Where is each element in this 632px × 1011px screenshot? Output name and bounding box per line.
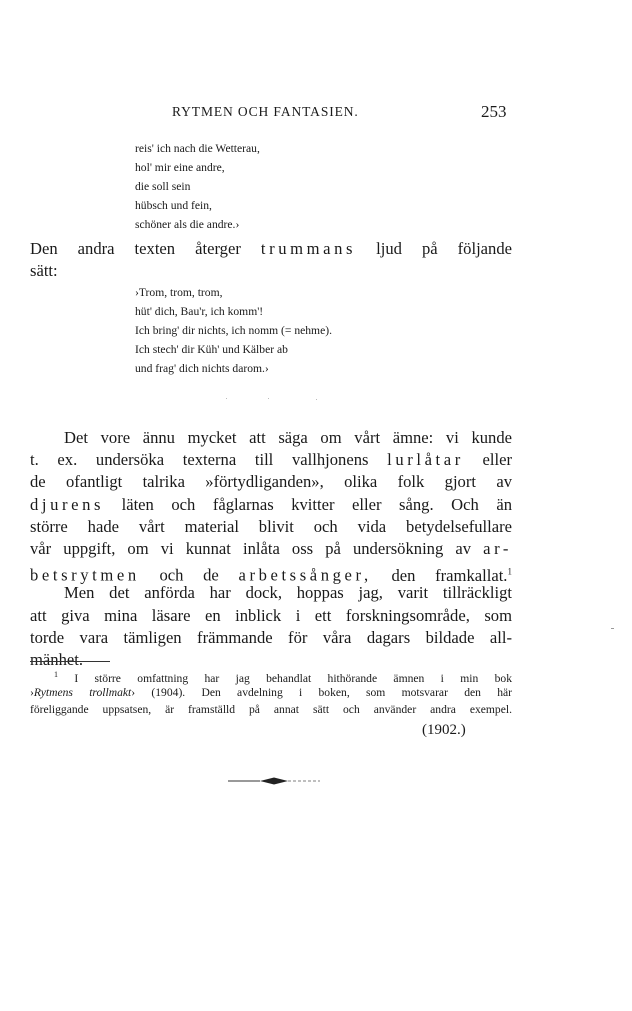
verse-line: hübsch und fein, <box>135 199 212 212</box>
text-line: djurens läten och fåglarnas kvitter eller sång. Och än <box>30 494 512 514</box>
verse-line: reis' ich nach die Wetterau, <box>135 142 260 155</box>
ornament-divider-icon <box>228 774 320 788</box>
footnote-line: $^1$ I större omfattning har jag behandlat hithörande ämnen i min bok <box>54 670 512 685</box>
print-speck <box>316 399 317 400</box>
print-speck <box>611 628 614 629</box>
text-line: t. ex. undersöka texterna till vallhjonens lurlåtar eller <box>30 450 513 470</box>
verse-line: hüt' dich, Bau'r, ich komm'! <box>135 305 264 318</box>
footnote-line: föreliggande uppsatsen, är framställd på annat sätt och använder andra exempel. <box>30 703 512 716</box>
footnote-ref: 1 <box>507 566 512 577</box>
text-line: vår uppgift, om vi kunnat inlåta oss på undersökning av ar- <box>30 538 513 558</box>
spaced-word: lurlåtar <box>387 450 464 470</box>
spaced-word: arbetssånger, <box>238 565 372 585</box>
verse-line: Ich bring' dir nichts, ich nomm (= nehme). <box>135 324 332 337</box>
paragraph-drum-text <box>30 238 512 282</box>
paragraph-main <box>30 427 512 671</box>
footnote-marker: 1 <box>54 670 58 679</box>
print-speck <box>226 398 227 399</box>
text-line: torde vara tämligen främmande för våra dagars bildade all- <box>30 627 512 647</box>
spaced-word: djurens <box>30 494 105 514</box>
text-line: större hade vårt material blivit och vida betydelsefullare <box>30 516 512 536</box>
text-line: att giva mina läsare en inblick i ett forskningsområde, som <box>30 605 512 625</box>
running-title: RYTMEN OCH FANTASIEN. <box>172 104 359 119</box>
verse-line: und frag' dich nichts darom.› <box>135 362 269 375</box>
verse-line: ›Trom, trom, trom, <box>135 286 223 299</box>
text-line: de ofantligt talrika »förtydliganden», olika folk gjort av <box>30 472 512 492</box>
text-line: Den andra texten återger trummans ljud på följande <box>30 239 512 258</box>
text-line: mänhet. <box>30 649 83 669</box>
print-speck <box>268 398 269 399</box>
footnote-line: ›Rytmens trollmakt› (1904). Den avdelning i boken, som motsvarar den här <box>30 685 512 699</box>
spaced-word: ar- <box>483 538 513 558</box>
spaced-word: trummans <box>260 239 357 258</box>
verse-line: die soll sein <box>135 180 191 193</box>
text-line: Det vore ännu mycket att säga om vårt ämne: vi kunde <box>64 428 512 447</box>
verse-line: schöner als die andre.› <box>135 218 240 231</box>
verse-bottom <box>135 283 332 378</box>
verse-top <box>135 139 260 234</box>
book-title: Rytmens trollmakt <box>33 685 132 699</box>
spaced-word: betsrytmen <box>30 565 140 585</box>
footnote <box>30 666 512 719</box>
verse-line: Ich stech' dir Küh' und Kälber ab <box>135 343 288 356</box>
text-line: betsrytmen och de arbetssånger, den framkallat.$^1$ <box>30 565 512 585</box>
page-number: 253 <box>481 102 507 121</box>
verse-line: hol' mir eine andre, <box>135 161 225 174</box>
text-line: sätt: <box>30 261 58 281</box>
text-line: Men det anförda har dock, hoppas jag, varit tillräckligt <box>64 583 512 603</box>
year: (1902.) <box>422 722 466 738</box>
footnote-rule <box>30 661 110 662</box>
